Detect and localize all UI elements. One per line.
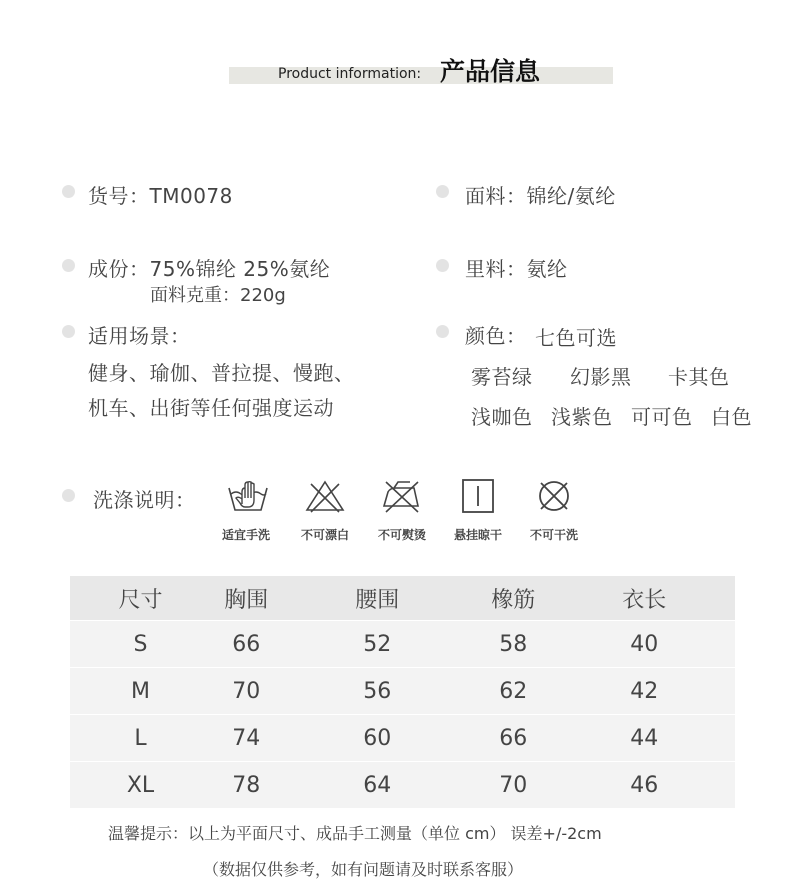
fabric-weight: 面料克重：220g (150, 285, 286, 306)
table-cell: 62 (473, 668, 554, 715)
wash-instruction-label: 适宜手洗 (221, 528, 270, 542)
wash-instruction-label: 不可干洗 (529, 528, 578, 542)
bullet-icon (62, 325, 75, 338)
table-row (70, 715, 735, 762)
table-header-cell: 腰围 (282, 576, 473, 621)
color-option: 白色 (711, 405, 752, 429)
table-cell: 66 (473, 715, 554, 762)
table-cell: S (70, 621, 211, 668)
wash-instruction-label: 悬挂晾干 (453, 528, 502, 542)
color-option: 幻影黑 (570, 365, 632, 389)
wash-instruction-label: 不可漂白 (300, 528, 349, 542)
table-header-row (70, 576, 735, 621)
item-number: 货号：TM0078 (88, 184, 233, 208)
color-summary: 七色可选 (535, 326, 617, 350)
table-cell: 52 (282, 621, 473, 668)
table-cell: 44 (554, 715, 735, 762)
title-chinese: 产品信息 (440, 57, 541, 86)
color-option: 浅紫色 (551, 405, 613, 429)
no-bleach-icon (303, 476, 347, 516)
table-cell: 42 (554, 668, 735, 715)
usage-label: 适用场景： (88, 324, 191, 348)
table-cell: 70 (211, 668, 282, 715)
color-option: 雾苔绿 (471, 365, 533, 389)
table-header-cell: 胸围 (211, 576, 282, 621)
hand-wash-icon (226, 476, 270, 516)
table-cell: L (70, 715, 211, 762)
bullet-icon (436, 185, 449, 198)
bullet-icon (436, 259, 449, 272)
color-label: 颜色： (465, 324, 527, 348)
table-cell: XL (70, 762, 211, 809)
color-option: 卡其色 (668, 365, 730, 389)
usage-line-2: 机车、出街等任何强度运动 (88, 396, 334, 420)
wash-instruction-label: 不可熨烫 (377, 528, 426, 542)
table-row (70, 621, 735, 668)
table-cell: M (70, 668, 211, 715)
wash-label: 洗涤说明： (93, 488, 196, 512)
color-option: 可可色 (631, 405, 693, 429)
title-english: Product information: (278, 66, 422, 82)
fabric: 面料：锦纶/氨纶 (465, 184, 616, 208)
disclaimer-note: （数据仅供参考，如有问题请及时联系客服） (203, 860, 524, 879)
table-row (70, 668, 735, 715)
usage-line-1: 健身、瑜伽、普拉提、慢跑、 (88, 361, 355, 385)
table-cell: 78 (211, 762, 282, 809)
bullet-icon (62, 185, 75, 198)
bullet-icon (436, 325, 449, 338)
table-cell: 70 (473, 762, 554, 809)
bullet-icon (62, 259, 75, 272)
measurement-note: 温馨提示：以上为平面尺寸、成品手工测量（单位 cm） 误差+/-2cm (108, 824, 602, 843)
table-header-cell: 尺寸 (70, 576, 211, 621)
hang-dry-icon (456, 476, 500, 516)
table-cell: 56 (282, 668, 473, 715)
table-cell: 66 (211, 621, 282, 668)
lining: 里料：氨纶 (465, 257, 568, 281)
table-cell: 74 (211, 715, 282, 762)
size-table (70, 576, 735, 808)
table-cell: 40 (554, 621, 735, 668)
color-option: 浅咖色 (471, 405, 533, 429)
table-cell: 46 (554, 762, 735, 809)
table-header-cell: 衣长 (554, 576, 735, 621)
composition: 成份：75%锦纶 25%氨纶 (88, 257, 331, 281)
table-cell: 64 (282, 762, 473, 809)
bullet-icon (62, 489, 75, 502)
no-dry-clean-icon (532, 476, 576, 516)
no-iron-icon (380, 476, 424, 516)
table-row (70, 762, 735, 809)
table-header-cell: 橡筋 (473, 576, 554, 621)
table-cell: 60 (282, 715, 473, 762)
table-cell: 58 (473, 621, 554, 668)
